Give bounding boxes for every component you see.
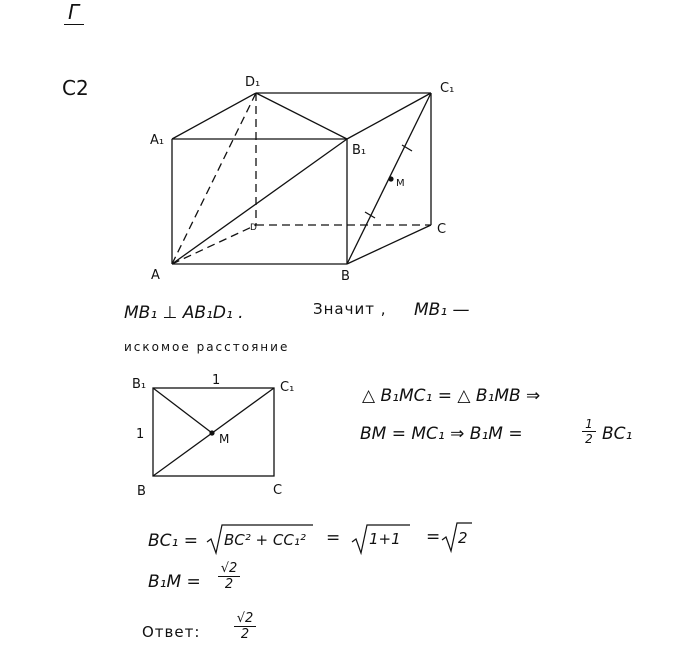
answer-num: √2 — [236, 611, 254, 626]
statement-perp: MB₁ ⊥ AB₁D₁ . — [124, 303, 244, 323]
calc-radical-3 — [440, 520, 474, 554]
problem-label: C2 — [62, 76, 89, 100]
sq-label-c1: C₁ — [280, 380, 295, 395]
calc-bc1-lhs: BC₁ = — [148, 531, 198, 551]
answer-label: Ответ: — [142, 623, 201, 641]
statement-mb1: MB₁ — — [414, 300, 470, 320]
calc-b1m-den: 2 — [224, 577, 234, 592]
calc-b1m-lhs: B₁M = — [148, 572, 201, 592]
eq-bc1: BC₁ — [602, 424, 633, 444]
label-m: M — [396, 178, 405, 189]
eq-triangle-congruence: △ B₁MC₁ = △ B₁MB ⇒ — [362, 386, 541, 406]
label-a: A — [151, 268, 160, 283]
calc-radicand-1: BC² + CC₁² — [224, 531, 306, 549]
statement-sought-distance: искомое расстояние — [124, 340, 290, 354]
sq-label-b: B — [137, 484, 146, 499]
label-b: B — [341, 269, 350, 284]
calc-radicand-3: 2 — [458, 529, 468, 547]
label-d: D — [250, 223, 257, 233]
eq-frac-num: 1 — [585, 417, 593, 431]
label-a1: A₁ — [150, 133, 165, 148]
answer-den: 2 — [240, 627, 250, 642]
sq-side-left: 1 — [136, 427, 145, 442]
statement-therefore: Значит , — [313, 300, 387, 318]
label-b1: B₁ — [352, 143, 367, 158]
sq-label-c: C — [273, 483, 283, 498]
seg-b1m — [153, 388, 212, 433]
label-d1: D₁ — [245, 75, 261, 90]
eq-frac-half — [582, 418, 596, 445]
label-c: C — [437, 222, 447, 237]
calc-eq-prefix: = — [426, 527, 441, 547]
eq-bm-mc1: BM = MC₁ ⇒ B₁M = — [360, 424, 523, 444]
answer-frac — [234, 612, 256, 641]
variant-mark: Г — [68, 0, 80, 24]
eq-frac-den: 2 — [585, 432, 593, 446]
calc-b1m-frac — [218, 562, 240, 591]
calc-eq-sign: = — [326, 528, 341, 548]
label-c1: C₁ — [440, 81, 455, 96]
calc-radicand-2: 1+1 — [369, 530, 401, 548]
calc-b1m-num: √2 — [220, 561, 238, 576]
sq-label-b1: B₁ — [132, 377, 147, 392]
square-point-m — [209, 430, 214, 435]
sq-label-m: M — [219, 432, 230, 446]
sq-side-top: 1 — [212, 373, 221, 388]
